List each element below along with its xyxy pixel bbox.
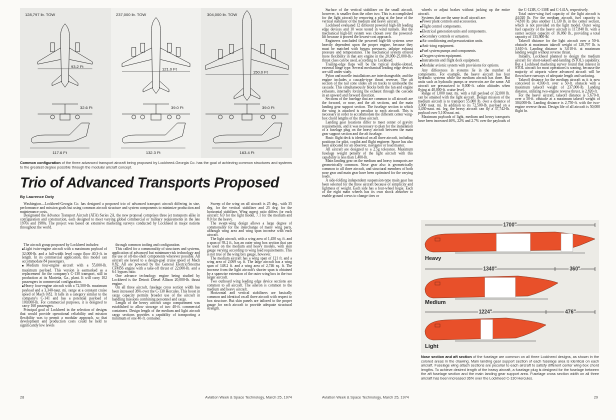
span-label: 93.2 Ft (71, 63, 84, 69)
heavy-aircraft-drawing (202, 8, 292, 158)
paragraph: Basic flight deck is identical on all three aircraft, including positions for pilot, copilot and flight engineer. Space has also been allocated for an observer, navigator or load master. (322, 135, 413, 148)
uncommon-section (496, 234, 530, 252)
length-label: 163.4 Ft (239, 150, 255, 155)
dimension-label: 1224" (478, 309, 493, 316)
aircraft-configuration-figure (20, 8, 292, 158)
length-label: 132.3 Ft (145, 150, 161, 155)
side-view-fuselage (213, 123, 282, 143)
paragraph: through common tooling and configuration. (115, 243, 181, 247)
height-label: 32.6 Ft (80, 105, 93, 110)
front-view-engine (176, 115, 180, 119)
right-figure-caption (421, 355, 599, 381)
paragraph: Landing gear locations differ to meet center of gravity requirements, and it was necessary to plan for the installation of a fuselage plug on the heavy aircraft between the main gear support section and the aft fuselage. (322, 119, 413, 136)
side-view-fuselage (122, 123, 185, 143)
bullet-paragraph: ■ Oxygen system equipment. (418, 54, 510, 59)
span-label: 150.0 Ft (253, 69, 268, 75)
paragraph: Pylon and nacelle installations are interchangeable, and the engine includes a cascade-type thrust reverser. The aft section of the tail cone slides aft on tracks to unsheathe the cascade. This simultaneously blocks both the fan and engine exhausts, internally forcing the exhaust through the cascade in an upward and forward direction. (322, 73, 413, 98)
tow-label: 304,000 lb. TOW (207, 12, 238, 17)
bullet-paragraph: ■ Medium four-engine aircraft with a 55,000-lb. maximum payload. This version is earmarked as a replacement for the company's C-130 transport, still in production at its Marietta, Ga., plant. It will carry 102 passengers in commercial configuration. (20, 263, 107, 283)
front-view-engine (51, 115, 55, 119)
fuselage-plan (243, 11, 252, 101)
engine-nacelle (141, 43, 145, 52)
right-column-1 (322, 8, 413, 392)
paragraph: On all three aircraft, fuselage cross section width has been increased 36% over the C-130 Hercules. This boost in cargo capacity permits broader use of the aircraft in handling missions combining personnel and cargo. (112, 285, 200, 302)
engine-nacelle (272, 50, 276, 59)
left-column-2 (112, 243, 200, 390)
paragraph: Maximum payloads of light, medium and heavy transports have been increased 46%, 22% and 2.7% over the payloads of (418, 114, 510, 123)
paragraph: the C-123B, C-130E and C-141A, respectively. (518, 8, 589, 12)
bullet-paragraph: ■ Flight control components. (418, 25, 510, 30)
size-label: Medium (425, 300, 446, 306)
left-figure-caption (20, 161, 292, 170)
engine-nacelle (176, 47, 180, 56)
paragraph: Length of the heavy aircraft cargo compartment was established to allow stowage of two 40-ft. commercial containers. Design length of the medium and light aircraft cargo sections provides a capability of transporting a minimum of one 40-ft. container. (112, 300, 200, 321)
front-view-engine (272, 115, 276, 119)
paragraph: Systems that are the same in all aircraft are: (421, 15, 487, 20)
left-column-3 (207, 202, 292, 390)
front-view-engine (261, 115, 265, 119)
tow-label: 237,000 lb. TOW (116, 12, 147, 17)
uncommon-section (481, 320, 493, 340)
fuselage-sections-figure (421, 220, 599, 353)
left-column-1 (20, 243, 107, 390)
paragraph: Sweep of the wing on all aircraft is 25 deg., with 35 deg. for the vertical stabilizer and 25 deg. for the horizontal stabilizer. Wing aspect ratio differs for each aircraft: 6.0 for the light model, 7.1 for the medium and 8.0 for the heavy. (207, 202, 292, 222)
paragraph: Main landing gear on the medium and heavy transports are geometrically common. Nose gear also is geometrically common to all three aircraft, and structural members of both nose gear and main gear have been optimized for the varying loads. (322, 158, 413, 179)
bullet-paragraph: ■ Heavy four-engine aircraft with a 72,500-lb. maximum payload and a 3,340-naut. mi. range at a constant cruise speed of Mach 0.82. It falls in a category similar to the company's C-141 and has a potential payload of 100,000-lb. For commercial purposes, it is designed to carry 160 passengers. (20, 284, 107, 308)
paragraph: Engineers concluded the powered high-lift systems were heavily dependent upon the proper engine, because they must be matched with bypass pressures, tailpipe exhaust pressure and temperatures. The mechanical system offered more flexibility in that any engine in the 20,000-25,000-lb.-thrust class can be used, according to Lockheed. (322, 38, 413, 63)
paragraph: Horizontal and vertical stabilizers are basically common and identical on all three aircraft with respect to box structure. But skin panels are tailored to the proper gauge for each aircraft to provide adequate structural strength. (207, 290, 292, 311)
engine-nacelle (75, 43, 79, 52)
paragraph: The medium aircraft has a wing span of 121 ft. and a wing area of 2,069 sq. ft. The large aircraft has a wing span of 148.2 ft. and a wing area of 2,746 sq. ft. The increase from the light aircraft's shorter span is obtained by a spanwise extension of the outer wing box in the two larger aircraft. (207, 255, 292, 280)
paragraph: Washington—Lockheed-Georgia Co. has designed a proposed trio of advanced transport aircraft differing in size, performance and mission goals but using common aircraft structure and system components to minimize production and maintenance costs. (20, 202, 200, 214)
right-column-2 (418, 8, 510, 217)
engine-nacelle (261, 44, 265, 53)
length-label: 117.6 Ft (52, 150, 67, 155)
span-label: 121.0 Ft (162, 66, 177, 72)
front-view-engine (167, 115, 171, 119)
paragraph: All aircraft are designed to a 2.5g tolerance. Maximum fuselage weight penalty of the light aircraft with this capability is less than 1,400-lb. (322, 147, 413, 160)
paragraph: Designated the Advance Transport Aircraft (ATA) Series 2A, the new proposal comprises three jet transports alike in configuration and construction, each designed to meet varying global commercial or military requirements in the late 1970s and 1980s. The project was based on extensive marketing surveys conducted by Lockheed in major nations throughout the world. (20, 213, 200, 230)
bullet-paragraph: ■ Anti-icing equipment. (418, 44, 510, 49)
byline: By Laurence Doty (20, 194, 55, 199)
article-intro (20, 202, 200, 241)
front-view-fuselage (60, 114, 70, 120)
paragraph: Range of 1,000 naut. mi. with a full payload of 32,000 lb. can be attained with the light aircraft. Design mission of the medium aircraft is to transport 55,000 lb. over a distance of 3,000 naut. mi. In addition to its 72,500-lb. payload on a 3,430-naut. mi. leg, the heavy aircraft can fly a 37,742-lb. payload over 5,100 naut. mi. (418, 91, 510, 115)
paragraph: Surface of the vertical stabilizer on the small aircraft, however, is smaller than the other two. This is accomplished for the light aircraft by removing a plug at the base of the vertical stabilizer of the medium and heavy aircraft. (322, 8, 413, 24)
uncommon-section (561, 234, 573, 252)
paragraph: Trailing-edge flaps will be the typical double-slotted, external hinge type. Several mechanical leading edge devices are still under study. (322, 61, 413, 74)
paragraph: Two outboard wing leading edge device sections are common to all aircraft. The aileron is common to the medium and heavy aircraft. (207, 279, 292, 292)
engine-nacelle (167, 43, 171, 52)
paragraph: Sections of the fuselage that are common to all aircraft are the forward, or nose, and the aft sections, and the main landing gear support section. The fuselage section to which the wing is attached is peculiar to each aircraft. This is necessary in order to accommodate the different center wing-box chord lengths of the three aircraft. (322, 96, 413, 121)
bullet-paragraph: ■ Instruments and flight deck equipment. (418, 59, 510, 64)
bullet-paragraph: ■ Power plant controls and accessories. (418, 20, 510, 25)
size-label: Light (425, 344, 439, 350)
page-number-left: 28 (20, 395, 25, 400)
article-title: Trio of Advanced Transports Proposed (20, 175, 280, 191)
paragraph: One advance technology engine being studied by Lockheed is the Detroit Diesel Allison 20,000-lb. thrust engine. (112, 273, 200, 286)
size-label: Heavy (425, 256, 442, 262)
front-view-engine (132, 115, 136, 119)
bullet-paragraph: ■ Air conditioning and pressurization units. (418, 39, 510, 44)
fuselage-plan (152, 18, 161, 94)
paragraph: The swept-wing design allows a large degree of commonality for the interchange of many wing parts, although wing area and wing span increase with each aircraft. (207, 220, 292, 237)
front-view-fuselage (151, 114, 161, 120)
paragraph: Lockheed evaluated 12 different powered high-lift leading edge devices and 10 were tested in wind tunnels. But the mechanical high-lift system was chosen over the powered-lift because it proved the lowest-cost approach. (322, 23, 413, 40)
engine-nacelle (229, 44, 233, 53)
paragraph: The light aircraft, with a wing area of 1,450 sq. ft. and a span of 93.2 ft., has an outer wing box section that can be used on the medium and heavy models, with skin gauge varying according to wing load requirements. This is not true of the wing box gauge, however. (207, 236, 292, 257)
engine-nacelle (218, 50, 222, 59)
paragraph: Principal goal of Lockheed in the selection of designs that would provide operational reliability and mission flexibility was to permit a modular approach, so that development and production costs could be held to significantly low levels (20, 307, 107, 328)
engine-nacelle (51, 43, 55, 52)
paragraph: A side-folding independent suspension-type main gear has been selected for the three aircraft because of simplicity and lightness of weight. Each side has a four-wheel bogie. Each of the eight main wheels has its own shock absorber to enable ground crews to change tires or (322, 178, 413, 198)
dimension-label: 1700" (503, 222, 517, 229)
tow-label: 128,797 lb. TOW (25, 12, 56, 17)
bullet-paragraph: ■ Light twin-engine aircraft with a maximum payload of 32,000-lb. and a full-width level cargo floor 40.3-ft. in length. In its commercial application, this model can accommodate 84 passengers. (20, 247, 107, 264)
bullet-paragraph: ■ Modular avionic system with provisions for options. (418, 64, 510, 69)
light-aircraft-drawing (20, 8, 110, 158)
front-view-fuselage (242, 114, 252, 120)
page-number-right: 29 (593, 395, 598, 400)
caption-text: of the three advanced transport aircraft being proposed by Lockheed-Georgia Co. has the goal of achieving common structures and systems to the greatest degree possible through the modular aircraft concept. (20, 160, 292, 170)
tail (52, 75, 78, 86)
wings (122, 48, 190, 67)
front-view-engine (218, 115, 222, 119)
engine-nacelle (132, 47, 136, 56)
height-label: 39.0 Ft (262, 105, 275, 110)
footer-left: Aviation Week & Space Technology, March 25, 1974 (205, 395, 292, 400)
bullet-paragraph: ■ Secondary controls or actuators. (418, 34, 510, 39)
caption-lead: Nose section and aft section (421, 354, 472, 359)
wings (38, 48, 93, 64)
side-view-fuselage (31, 123, 89, 143)
paragraph: Initially, Lockheed planned to design the medium aircraft for short-takeoff-and-landing (STOL) capability. But a Lockheed marketing survey found that interest in STOL aircraft for most operations is waning, because the majority of airports where advanced aircraft will be flown have runways of adequate length and surfacing. (515, 54, 600, 78)
caption-text: of the fuselage are common on all three Lockheed designs, as shown in the colored areas in the drawing. Main landing gear support section of each fuselage area is identical on each aircraft. Fuselage wing attach sections are peculiar to each aircraft to satisfy different center wing-box chord lengths. To achieve desired length of the heavy aircraft, a fuselage plug is designed for the fuselage between the aft fuselage section and the main landing gear support area. Fuselage cross section width on all three aircraft has been increased 36% over the Lockheed C-130 Hercules. (421, 354, 599, 381)
paragraph: This called for a commonality of structures and systems, application of advanced but minimum-risk technology and the use of off-the-shelf components wherever possible. All aircraft are keyed to a design-goal cruise speed of Mach 0.82. All are powered by the General Electric/Snecma CFM56 engine with a take-off thrust of 22,000-lb. and a 6:1 bypass ratio. (112, 246, 200, 275)
paragraph: Takeoff distance for the light aircraft over a 50-ft. obstacle at maximum takeoff weight of 128,797 lb. is 3,610-ft. Landing distance is 3,010-ft. at maximum landing weight without reverse thrust. (515, 38, 600, 55)
dimension-label: 1340" (483, 266, 497, 273)
height-label: 39.0 Ft (171, 105, 184, 110)
bullet-paragraph: ■ Fuel system pumps and components. (418, 49, 510, 54)
caption-lead: Common configuration (20, 160, 61, 165)
uncommon-section (485, 278, 516, 298)
paragraph: Any differences in systems lie in the number of components. For example, the heavy aircraft has four hydraulic systems while the medium aircraft has three. But units such as hydraulic pumps or reservoirs are the same. All aircraft are pressurized to 8,000-ft. cabin altitudes when flying at 40,000-ft. cruise level. (418, 67, 510, 92)
dimension-label: 476" (565, 309, 576, 316)
paragraph: Takeoff distance for the medium aircraft as it is now conceived is 4,930-ft. over a 50-ft. obstacle with a maximum takeoff weight of 237,000-lb. Landing distance, utilizing two-engine reverse thrust, is 2,820-ft. (515, 77, 600, 94)
footer-right: Aviation Week & Space Technology, March 25, 1974 (322, 395, 409, 400)
tail (143, 81, 169, 92)
fuselage-plan (61, 24, 70, 87)
paragraph: wheels or adjust brakes without jacking up the entire aircraft. (418, 8, 510, 16)
front-view-engine (75, 115, 79, 119)
wings (206, 48, 289, 70)
bullet-paragraph: ■ Electrical generation units and components. (418, 29, 510, 34)
front-view-engine (229, 115, 233, 119)
paragraph: Total outer-wing fuel capacity of the light aircraft is 44,020 lb. For the medium aircraft, fuel capacity is 74,810 lb. plus another 11,130 lb. in the center section, which is not provided on the light model. Outer wing fuel capacity of the heavy aircraft is 117,840 lb. with a center section capacity of 16,060 lb., providing a total capacity of 133,900-lb. (515, 11, 600, 40)
right-column-3 (515, 8, 600, 213)
paragraph: For the heavy aircraft, takeoff distance is 5,670-ft. over a 50-ft. obstacle at a maximum takeoff weight of 304,000-lb. Landing distance is 2,750-ft. with the two-engine reverse thrust. Design life of all aircraft is 50,000 flight hr. (515, 92, 600, 113)
front-view-engine (141, 115, 145, 119)
dimension-label: 360" (569, 266, 581, 273)
tail (234, 88, 260, 99)
medium-aircraft-drawing (111, 8, 201, 158)
paragraph: The aircraft group proposed by Lockheed includes: (23, 243, 100, 247)
